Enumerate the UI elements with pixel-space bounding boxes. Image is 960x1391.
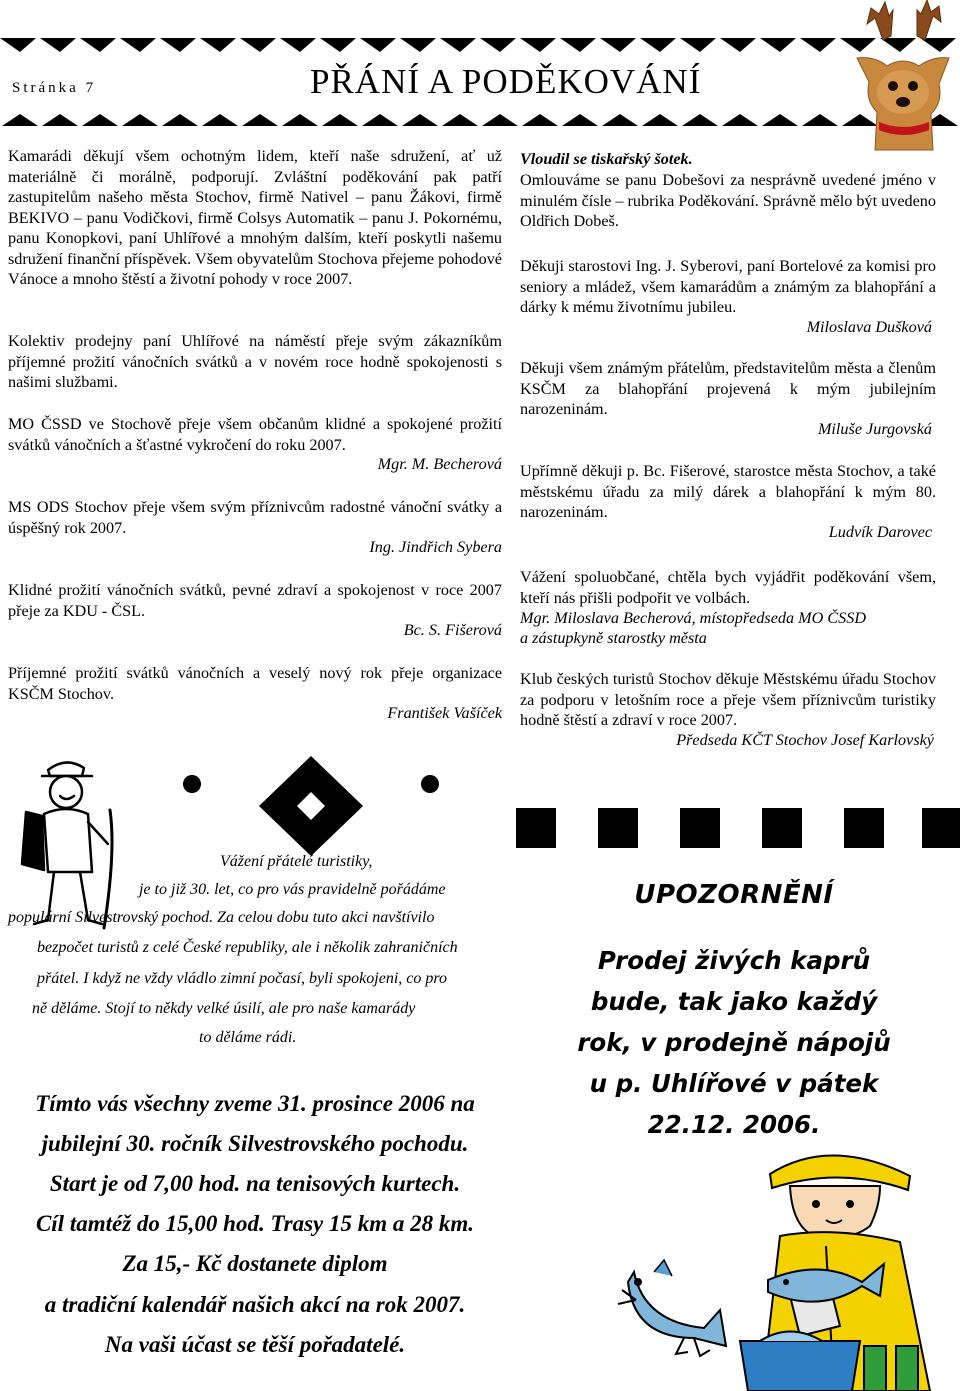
tourists-line: je to již 30. let, co pro vás pravidelně pořádáme bbox=[139, 881, 446, 898]
invitation-line: Za 15,- Kč dostanete diplom bbox=[122, 1251, 388, 1276]
wishes-prodejna: Kolektiv prodejny paní Uhlířové na náměstí přeje svým zákazníkům příjemné prožití vánočních svátků a v novém roce hodně spokojenosti s našimi službami. bbox=[8, 332, 502, 391]
dog-with-antlers-icon bbox=[845, 0, 960, 152]
border-triangle bbox=[362, 114, 398, 126]
signature-sybera: Ing. Jindřich Sybera bbox=[369, 538, 502, 556]
border-triangle bbox=[520, 38, 556, 52]
tourists-line: to děláme rádi. bbox=[199, 1029, 297, 1046]
border-triangle bbox=[442, 114, 478, 126]
border-triangle bbox=[360, 38, 396, 52]
tourists-line: ně děláme. Stojí to někdy velké úsilí, ale pro naše kamarády bbox=[32, 1000, 416, 1017]
border-triangle bbox=[320, 38, 356, 52]
thanks-jurgovska: Děkuji všem známým přátelům, představitelům města a členům KSČM za blahopřání projevená k mým jubilejním narozeninám. bbox=[520, 359, 936, 418]
border-triangle bbox=[600, 38, 636, 52]
border-triangle bbox=[802, 114, 838, 126]
tourists-line: Vážení přátelé turistiky, bbox=[220, 853, 373, 870]
correction-heading: Vloudil se tiskařský šotek. bbox=[520, 150, 693, 168]
border-triangle bbox=[200, 38, 236, 52]
correction-text: Omlouváme se panu Dobešovi za nesprávně uvedené jméno v minulém čísle – rubrika Poděkování. Správně mělo být uvedeno Oldřich Dobeš. bbox=[520, 171, 936, 230]
border-triangle bbox=[400, 38, 436, 52]
page-number: Stránka 7 bbox=[12, 80, 97, 96]
border-triangle bbox=[120, 38, 156, 52]
signature-vasicek: František Vašíček bbox=[387, 704, 502, 722]
border-triangle bbox=[522, 114, 558, 126]
invitation-line: Tímto vás všechny zveme 31. prosince 2006 na bbox=[35, 1091, 475, 1116]
signature-fiserova: Bc. S. Fišerová bbox=[403, 621, 502, 639]
border-triangle bbox=[480, 38, 516, 52]
border-triangle bbox=[760, 38, 796, 52]
notice-line: rok, v prodejně nápojů bbox=[577, 1028, 891, 1057]
wishes-cssd: MO ČSSD ve Stochově přeje všem občanům klidné a spokojené prožití svátků vánočních a šťastné vykročení do roku 2007. bbox=[8, 415, 502, 454]
border-triangle bbox=[282, 114, 318, 126]
border-triangle bbox=[242, 114, 278, 126]
border-triangle bbox=[40, 38, 76, 52]
invitation-line: a tradiční kalendář našich akcí na rok 2007. bbox=[44, 1292, 466, 1317]
border-triangle bbox=[202, 114, 238, 126]
tourists-line: bezpočet turistů z celé České republiky, ale i několik zahraničních bbox=[37, 939, 458, 956]
border-triangle bbox=[280, 38, 316, 52]
wishes-kdu: Klidné prožití vánočních svátků, pevné zdraví a spokojenost v roce 2007 přeje za KDU - ČSL. bbox=[8, 581, 502, 620]
signature-becherova-line1: Mgr. Miloslava Becherová, místopředseda MO ČSSD bbox=[520, 609, 867, 627]
hiker-icon bbox=[8, 752, 128, 932]
header-bottom-border bbox=[0, 112, 960, 128]
border-triangle bbox=[440, 38, 476, 52]
header-top-border bbox=[0, 38, 960, 54]
border-triangle bbox=[322, 114, 358, 126]
signature-becherova-line2: a zástupkyně starostky města bbox=[520, 629, 707, 647]
wishes-ods: MS ODS Stochov přeje všem svým příznivcům radostné vánoční svátky a úspěšný rok 2007. bbox=[8, 498, 502, 537]
signature-becherova: Mgr. M. Becherová bbox=[377, 455, 502, 473]
thanks-becherova: Vážení spoluobčané, chtěla bych vyjádřit poděkování všem, kteří nás přišli podpořit ve volbách. bbox=[520, 568, 936, 607]
border-triangle bbox=[602, 114, 638, 126]
signature-jurgovska: Miluše Jurgovská bbox=[817, 420, 932, 438]
wishes-kscm: Příjemné prožití svátků vánočních a veselý nový rok přeje organizace KSČM Stochov. bbox=[8, 664, 502, 703]
border-triangle bbox=[722, 114, 758, 126]
page-title: PŘÁNÍ A PODĚKOVÁNÍ bbox=[310, 62, 702, 101]
border-triangle bbox=[682, 114, 718, 126]
border-triangle bbox=[162, 114, 198, 126]
thanks-darovec: Upřímně děkuji p. Bc. Fišerové, starostce města Stochov, a také městskému úřadu za milý dárek a blahopřání k mým 80. narozeninám. bbox=[520, 462, 936, 521]
signature-duskova: Miloslava Dušková bbox=[806, 318, 932, 336]
border-triangle bbox=[2, 114, 38, 126]
border-triangle bbox=[160, 38, 196, 52]
border-triangle bbox=[0, 38, 36, 52]
thanks-kct: Klub českých turistů Stochov děkuje Městskému úřadu Stochov za podporu v letošním roce a přeje všem příznivcům turistiky hodně štěstí a zdraví v roce 2007. bbox=[520, 670, 936, 729]
thanks-duskova: Děkuji starostovi Ing. J. Syberovi, paní Bortelové za komisi pro seniory a mládež, všem kamarádům a známým za blahopřání a dárky k mému životnímu jubileu. bbox=[520, 257, 936, 316]
border-triangle bbox=[240, 38, 276, 52]
border-triangle bbox=[800, 38, 836, 52]
notice-line: bude, tak jako každý bbox=[590, 987, 878, 1016]
notice-line: u p. Uhlířové v pátek bbox=[589, 1069, 879, 1098]
fish-icon bbox=[614, 1242, 734, 1360]
invitation-line: Na vaši účast se těší pořadatelé. bbox=[104, 1332, 406, 1357]
border-triangle bbox=[562, 114, 598, 126]
border-triangle bbox=[82, 114, 118, 126]
border-triangle bbox=[640, 38, 676, 52]
border-triangle bbox=[720, 38, 756, 52]
border-triangle bbox=[642, 114, 678, 126]
invitation-line: jubilejní 30. ročník Silvestrovského pochodu. bbox=[41, 1131, 469, 1156]
thanks-kamaradi: Kamarádi děkují všem ochotným lidem, kteří naše sdružení, ať už materiálně či morálně, podporují. Zvláštní poděkování pak patří zastupitelům našeho města Stochov, firmě Nativel – panu Žákovi, firmě BEKIVO – panu Vodičkovi, firmě Colsys Automatik – panu J. Pokornému, panu Konopkovi, paní Uhlířové a mnohým dalším, kteří poskytli našemu sdružení finanční příspěvek. Všem obyvatelům Stochova přejeme pohodové Vánoce a mnoho štěstí a životní pohody v roce 2007. bbox=[8, 147, 502, 288]
fisherman-icon bbox=[730, 1146, 960, 1391]
notice-line: 22.12. 2006. bbox=[647, 1110, 821, 1139]
border-triangle bbox=[42, 114, 78, 126]
signature-karlovsky: Předseda KČT Stochov Josef Karlovský bbox=[676, 731, 934, 749]
invitation-line: Cíl tamtéž do 15,00 hod. Trasy 15 km a 28 km. bbox=[35, 1211, 475, 1236]
border-triangle bbox=[560, 38, 596, 52]
tourists-line: populární Silvestrovský pochod. Za celou dobu tuto akci navštívilo bbox=[8, 909, 435, 926]
border-triangle bbox=[680, 38, 716, 52]
notice-line: Prodej živých kaprů bbox=[597, 946, 871, 975]
border-triangle bbox=[80, 38, 116, 52]
decorative-ornament bbox=[158, 756, 518, 856]
border-triangle bbox=[762, 114, 798, 126]
border-triangle bbox=[122, 114, 158, 126]
signature-darovec: Ludvík Darovec bbox=[828, 523, 932, 541]
notice-square-border bbox=[512, 808, 960, 852]
notice-body bbox=[548, 940, 920, 1145]
border-triangle bbox=[482, 114, 518, 126]
notice-title: UPOZORNĚNÍ bbox=[634, 880, 834, 910]
invitation-line: Start je od 7,00 hod. na tenisových kurtech. bbox=[49, 1171, 461, 1196]
border-triangle bbox=[402, 114, 438, 126]
tourists-line: přátel. I když ne vždy vládlo zimní počasí, byli spokojeni, co pro bbox=[37, 970, 447, 987]
